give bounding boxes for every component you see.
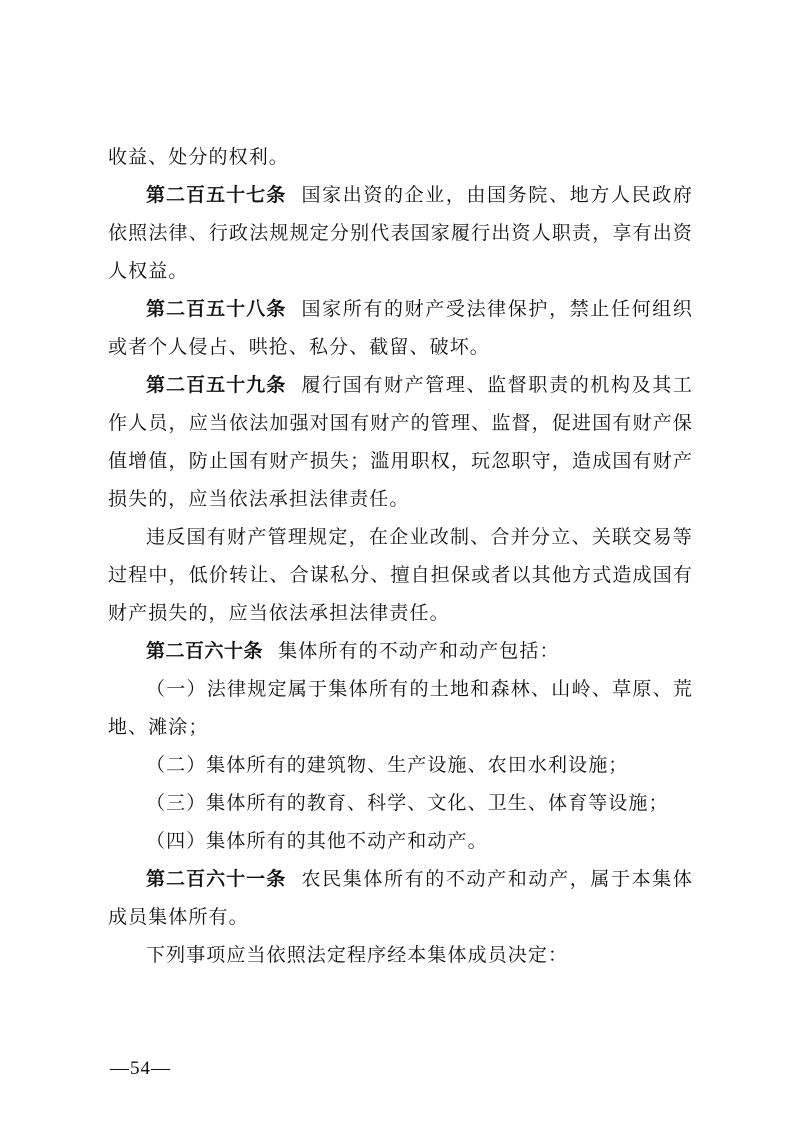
- list-item: [108, 822, 693, 860]
- paragraph: [108, 936, 693, 974]
- page-number: —54—: [110, 1058, 171, 1079]
- list-item: [108, 784, 693, 822]
- article-paragraph: [108, 860, 693, 936]
- paragraph: [108, 518, 693, 632]
- article-text: 国家所有的财产受法律保护，禁止任何组织或者个人侵占、哄抢、私分、截留、破坏。: [108, 298, 693, 358]
- article-paragraph: [108, 632, 693, 670]
- article-paragraph: [108, 290, 693, 366]
- document-body: [108, 138, 693, 974]
- article-text: 农民集体所有的不动产和动产，属于本集体成员集体所有。: [108, 868, 693, 928]
- article-number: 第二百六十条: [146, 640, 264, 662]
- article-text: 下列事项应当依照法定程序经本集体成员决定：: [146, 944, 569, 966]
- article-number: 第二百五十七条: [146, 184, 287, 206]
- article-number: 第二百五十九条: [146, 374, 287, 396]
- list-item-text: （三）集体所有的教育、科学、文化、卫生、体育等设施；: [146, 792, 669, 814]
- list-item-text: （一）法律规定属于集体所有的土地和森林、山岭、草原、荒地、滩涂；: [108, 678, 693, 738]
- list-item: [108, 746, 693, 784]
- article-paragraph: [108, 176, 693, 290]
- article-text: 集体所有的不动产和动产包括：: [278, 640, 560, 662]
- article-text: 国家出资的企业，由国务院、地方人民政府依照法律、行政法规规定分别代表国家履行出资人职责，享有出资人权益。: [108, 184, 693, 282]
- article-text: 违反国有财产管理规定，在企业改制、合并分立、关联交易等过程中，低价转让、合谋私分、擅自担保或者以其他方式造成国有财产损失的，应当依法承担法律责任。: [108, 526, 693, 624]
- article-number: 第二百六十一条: [146, 868, 287, 890]
- article-text: 履行国有财产管理、监督职责的机构及其工作人员，应当依法加强对国有财产的管理、监督，促进国有财产保值增值，防止国有财产损失；滥用职权，玩忽职守，造成国有财产损失的，应当依法承担法律责任。: [108, 374, 693, 510]
- article-paragraph: [108, 366, 693, 518]
- paragraph: [108, 138, 693, 176]
- list-item-text: （二）集体所有的建筑物、生产设施、农田水利设施；: [146, 754, 629, 776]
- article-number: 第二百五十八条: [146, 298, 287, 320]
- article-text: 收益、处分的权利。: [108, 146, 289, 168]
- list-item-text: （四）集体所有的其他不动产和动产。: [146, 830, 488, 852]
- list-item: [108, 670, 693, 746]
